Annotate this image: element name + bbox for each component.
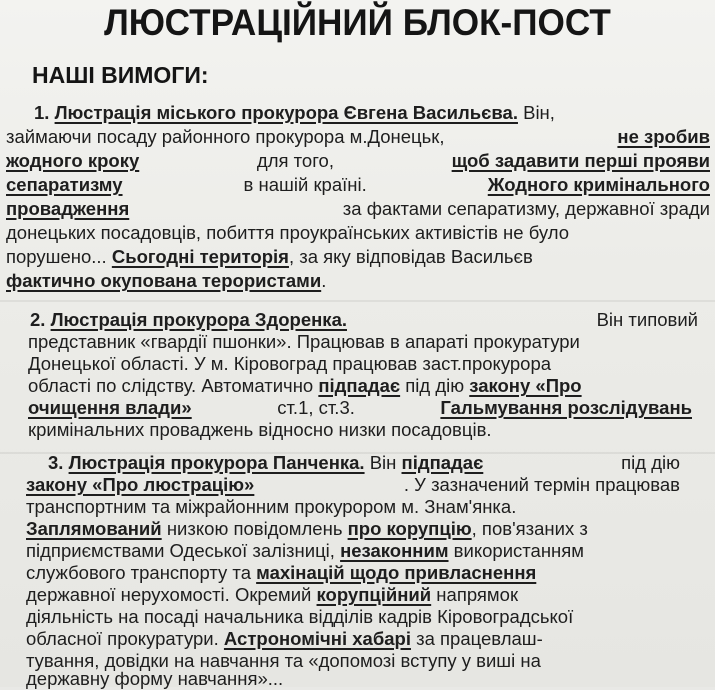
item-2-line-2: представник «гвардії пшонки». Працював в апараті прокуратури [28, 331, 580, 352]
item-1-line-5: провадження за фактами сепаратизму, державної зради [6, 198, 710, 219]
item-2-line-5: очищення влади» ст.1, ст.3. Гальмування розслідувань [28, 397, 692, 418]
paper-fold [0, 300, 715, 302]
item-3-line-3: транспортним та міжрайонним прокурором м. Знам'янка. [26, 496, 517, 517]
item-1-heading: Люстрація міського прокурора Євгена Васильєва. [54, 102, 518, 123]
poster-title: ЛЮСТРАЦІЙНИЙ БЛОК-ПОСТ [104, 2, 611, 43]
item-1-line-7: порушено... Сьогодні територія, за яку відповідав Васильєв [6, 246, 533, 267]
item-1-line-6: донецьких посадовців, побиття проукраїнських активістів не було [6, 222, 570, 243]
item-1-line-2: займаючи посаду районного прокурора м.Донецьк, не зробив [6, 126, 710, 147]
item-3-line-8: діяльність на посаді начальника відділів кадрів Кіровоградської [26, 606, 574, 627]
item-2-line-1: 2. Люстрація прокурора Здоренка. Він типовий [30, 309, 698, 330]
item-3-line-2: закону «Про люстрацію» . У зазначений термін працював [26, 474, 680, 495]
item-3-line-10: тування, довідки на навчання та «допомозі вступу у виші на [26, 650, 541, 671]
item-3-heading: Люстрація прокурора Панченка. [68, 452, 365, 473]
item-1-line-4: сепаратизму в нашій країні. Жодного кримінального [6, 174, 710, 195]
item-1-line-3: жодного кроку для того, щоб задавити перші прояви [6, 150, 710, 171]
item-2-line-3: Донецької області. У м. Кіровоград працював заст.прокурора [28, 353, 552, 374]
item-3-line-7: державної нерухомості. Окремий корупційний напрямок [26, 584, 519, 605]
item-3-line-6: службового транспорту та махінацій щодо привласнення [26, 562, 537, 583]
poster-subtitle: НАШІ ВИМОГИ: [32, 62, 209, 88]
item-2-line-6: кримінальних проваджень відносно низки посадовців. [28, 419, 492, 440]
item-3-line-5: підприємствами Одеської залізниці, незаконним використанням [26, 540, 585, 561]
item-3-line-11: державну форму навчання»... [26, 668, 284, 689]
item-1-line-8: фактично окупована терористами. [6, 270, 327, 291]
item-3-line-9: обласної прокуратури. Астрономічні хабарі за працевлаш- [26, 628, 543, 649]
item-1-line-1: 1. Люстрація міського прокурора Євгена Васильєва. Він, [34, 102, 555, 123]
item-2-line-4: області по слідству. Автоматично підпадає під дію закону «Про [28, 375, 582, 396]
item-3-line-1: 3. Люстрація прокурора Панченка. Він підпадає під дію [48, 452, 680, 473]
item-3-line-4: Заплямований низкою повідомлень про корупцію, пов'язаних з [26, 518, 588, 539]
item-2-heading: Люстрація прокурора Здоренка. [50, 309, 347, 330]
